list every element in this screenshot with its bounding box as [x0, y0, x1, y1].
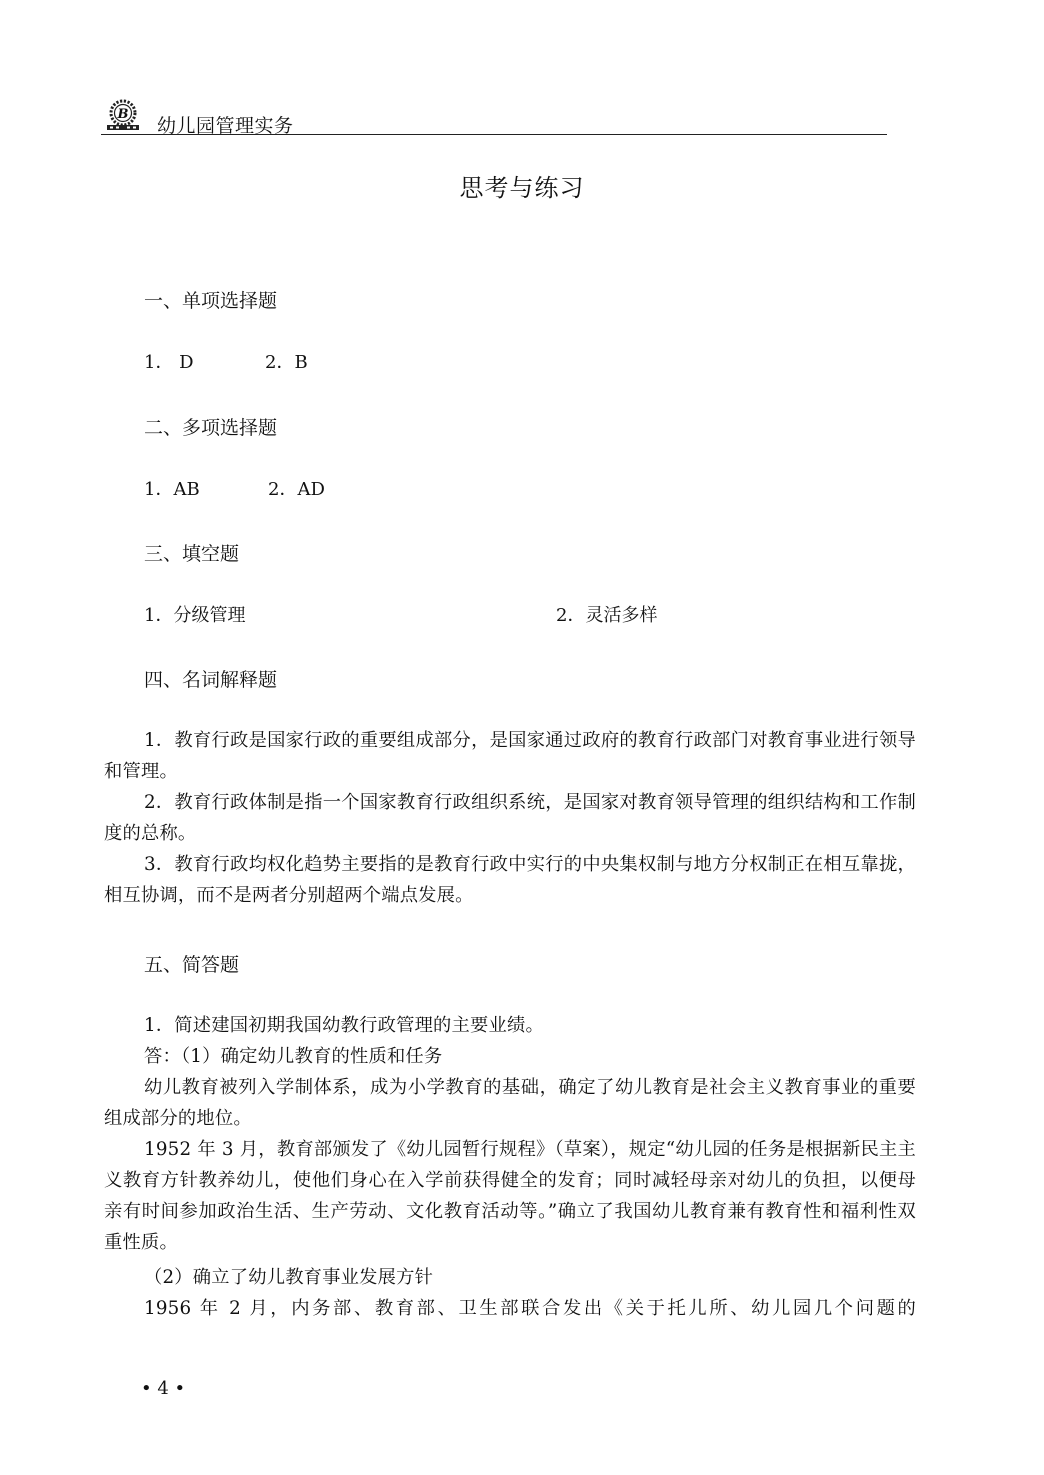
section-heading-term-definitions: 四、名词解释题	[144, 669, 278, 691]
answer-paragraph: 幼儿教育被列入学制体系，成为小学教育的基础，确定了幼儿教育是社会主义教育事业的重要组成部分的地位。	[104, 1077, 916, 1129]
answer-paragraph: 1952 年 3 月，教育部颁发了《幼儿园暂行规程》（草案），规定“幼儿园的任务是根据新民主主义教育方针教养幼儿，使他们身心在入学前获得健全的发育；同时减轻母亲对幼儿的负担，以便母亲有时间参加政治生活、生产劳动、文化教育活动等。”确立了我国幼儿教育兼有教育性和福利性双重性质。	[104, 1139, 916, 1253]
answer-item: 2．B	[265, 352, 308, 373]
page-title: 思考与练习	[459, 174, 585, 202]
definition-paragraph: 2．教育行政体制是指一个国家教育行政组织系统，是国家对教育领导管理的组织结构和工作制度的总称。	[104, 792, 916, 844]
answer-item: 2．AD	[268, 479, 325, 500]
section-heading-single-choice: 一、单项选择题	[144, 290, 278, 312]
running-title: 幼儿园管理实务	[157, 115, 294, 137]
publisher-logo-icon	[103, 98, 143, 132]
answer-item: 1．分级管理	[144, 605, 246, 626]
answer-item: 1．AB	[144, 479, 200, 500]
answer-paragraph: 答：（1）确定幼儿教育的性质和任务	[144, 1046, 443, 1067]
section-heading-fill-blank: 三、填空题	[144, 543, 240, 565]
answer-item: 2．灵活多样	[556, 605, 658, 626]
definition-paragraph: 3．教育行政均权化趋势主要指的是教育行政中实行的中央集权制与地方分权制正在相互靠拢，相互协调，而不是两者分别超两个端点发展。	[104, 854, 916, 906]
svg-text:B: B	[117, 107, 129, 122]
section-heading-multiple-choice: 二、多项选择题	[144, 417, 278, 439]
definition-paragraph: 1．教育行政是国家行政的重要组成部分，是国家通过政府的教育行政部门对教育事业进行领导和管理。	[104, 730, 916, 782]
answer-item: 1． D	[144, 352, 194, 373]
page-number: • 4 •	[141, 1378, 186, 1399]
answer-paragraph: 1956 年 2 月，内务部、教育部、卫生部联合发出《关于托儿所、幼儿园几个问题的	[144, 1298, 916, 1319]
section-heading-short-answer: 五、简答题	[144, 954, 240, 976]
running-header	[101, 98, 887, 135]
question-paragraph: 1．简述建国初期我国幼教行政管理的主要业绩。	[144, 1015, 544, 1036]
answer-paragraph: （2）确立了幼儿教育事业发展方针	[144, 1267, 434, 1288]
